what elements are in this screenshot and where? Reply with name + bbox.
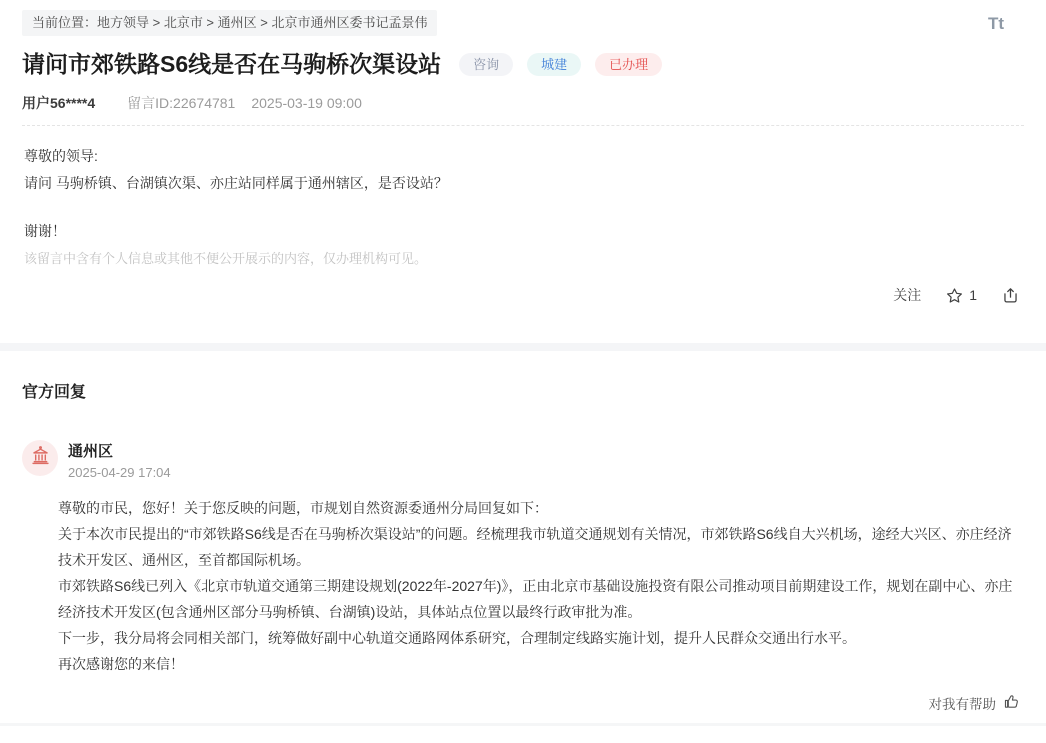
reply-body [58,495,1022,677]
section-divider [0,343,1046,351]
question-line: 谢谢！ [24,223,66,239]
tag-status: 已办理 [595,53,662,76]
share-icon [1001,286,1020,305]
spacer [24,197,1022,218]
reply-section [0,351,1046,743]
org-avatar [22,440,58,476]
reply-paragraph: 尊敬的市民，您好！关于您反映的问题，市规划自然资源委通州分局回复如下： [58,500,548,516]
message-id: 留言ID:22674781 [127,95,236,111]
follow-label: 关注 [893,287,922,303]
page-title: 请问市郊铁路S6线是否在马驹桥次渠设站 [22,51,442,77]
post-actions [0,285,1046,305]
reply-paragraph: 关于本次市民提出的“市郊铁路S6线是否在马驹桥次渠设站”的问题。经梳理我市轨道交通规划有关情况，市郊铁路S6线自大兴机场，途经大兴区、亦庄经济技术开发区、通州区，至首都国际机场。 [58,526,1012,568]
star-button[interactable] [945,286,977,305]
reply-paragraph: 市郊铁路S6线已列入《北京市轨道交通第三期建设规划(2022年-2027年)》，正由北京市基础设施投资有限公司推动项目前期建设工作，规划在副中心、亦庄经济技术开发区(包含通州区部分马驹桥镇、台湖镇)设站，具体站点位置以最终行政审批为准。 [58,578,1013,620]
question-body [0,143,1046,272]
question-line: 尊敬的领导: [24,148,98,164]
author-name: 用户56****4 [22,95,96,111]
post-meta [0,93,1046,113]
reply-section-heading: 官方回复 [22,384,87,401]
question-line: 请问 马驹桥镇、台湖镇次渠、亦庄站同样属于通州辖区，是否设站？ [24,175,448,191]
dashed-divider [22,125,1024,126]
thumbs-up-icon [1003,693,1020,713]
title-row [0,49,1046,79]
government-building-icon [30,445,51,471]
reply-paragraph: 再次感谢您的来信！ [58,656,184,672]
official-reply [22,440,1022,743]
reply-paragraph: 下一步，我分局将会同相关部门，统筹做好副中心轨道交通路网体系研究，合理制定线路实施计划，提升人民群众交通出行水平。 [58,630,856,646]
star-count: 1 [969,287,977,303]
text-size-icon[interactable]: Tt [987,14,1004,33]
reply-org-name: 通州区 [68,443,114,460]
breadcrumb[interactable]: 当前位置：地方领导 > 北京市 > 通州区 > 北京市通州区委书记孟景伟 [22,10,437,36]
helpful-label: 对我有帮助 [928,697,996,712]
privacy-note: 该留言中含有个人信息或其他不便公开展示的内容，仅办理机构可见。 [24,251,428,266]
reply-datetime: 2025-04-29 17:04 [68,465,171,480]
post-datetime: 2025-03-19 09:00 [251,95,362,111]
page-header [0,0,1046,36]
star-icon [945,286,964,305]
reply-header [68,440,1022,480]
tag-field: 城建 [527,53,581,76]
tag-category: 咨询 [459,53,513,76]
helpful-button[interactable] [22,693,1022,743]
follow-button[interactable] [893,285,921,305]
share-button[interactable] [1001,286,1020,305]
